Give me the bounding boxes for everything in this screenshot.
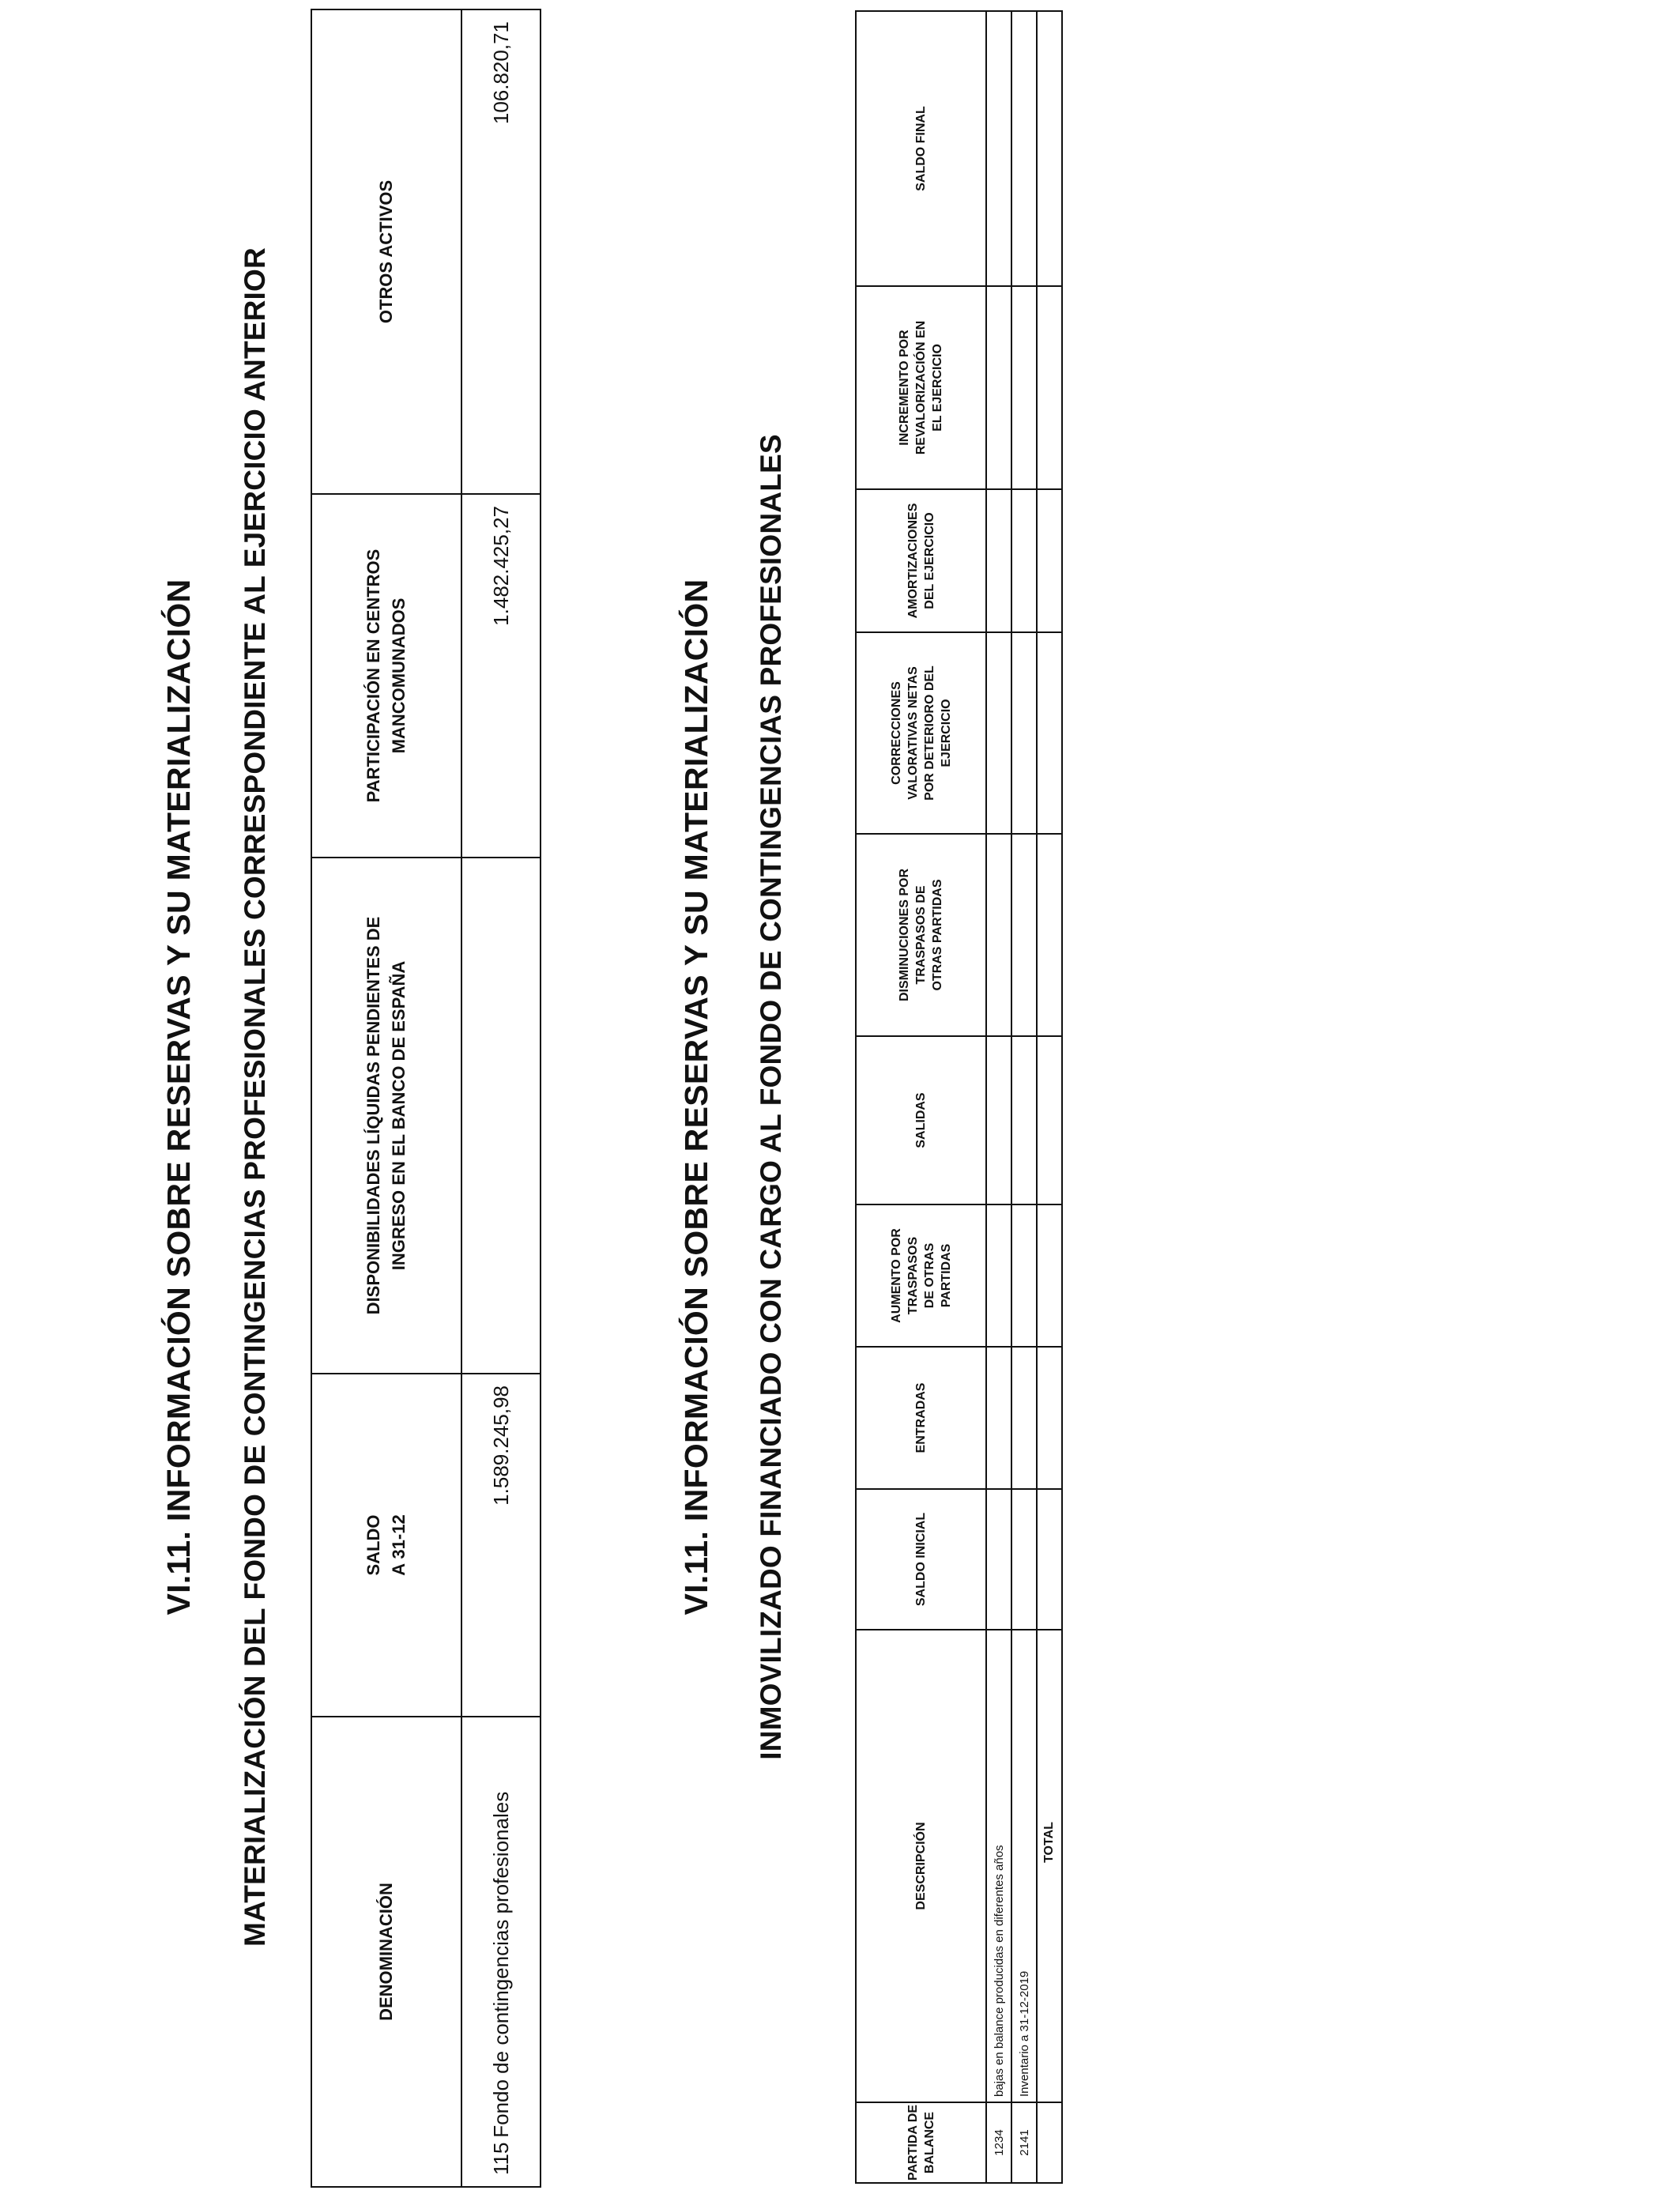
cell-partida: 2141 [1011, 2102, 1037, 2183]
cell-empty [1037, 489, 1062, 632]
cell-empty [986, 1489, 1011, 1630]
cell-partida: 1234 [986, 2102, 1011, 2183]
cell-empty [1037, 1204, 1062, 1347]
cell-denominacion: 115 Fondo de contingencias profesionales [461, 1717, 541, 2187]
header-amortizaciones: AMORTIZACIONES DEL EJERCICIO [856, 489, 986, 632]
header-descripcion: DESCRIPCIÓN [856, 1630, 986, 2102]
cell-otros-activos: 106.820,71 [461, 9, 541, 494]
header-partida: PARTIDA DE BALANCE [856, 2102, 986, 2183]
cell-descripcion: bajas en balance producidas en diferentes años [986, 1630, 1011, 2102]
header-incremento: INCREMENTO POR REVALORIZACIÓN EN EL EJERCICIO [856, 286, 986, 489]
header-saldo: SALDO A 31-12 [311, 1374, 461, 1717]
table-row [1011, 11, 1037, 2183]
header-saldo-inicial: SALDO INICIAL [856, 1489, 986, 1630]
cell-empty [1011, 11, 1037, 286]
cell-empty [986, 11, 1011, 286]
cell-empty [1037, 2102, 1062, 2183]
cell-empty [1011, 286, 1037, 489]
header-aumento: AUMENTO POR TRASPASOS DE OTRAS PARTIDAS [856, 1204, 986, 1347]
header-disminuciones: DISMINUCIONES POR TRASPASOS DE OTRAS PARTIDAS [856, 834, 986, 1036]
cell-empty [1037, 834, 1062, 1036]
cell-empty [1037, 1489, 1062, 1630]
table-row [986, 11, 1011, 2183]
cell-empty [986, 489, 1011, 632]
cell-empty [1011, 489, 1037, 632]
total-row [1037, 11, 1062, 2183]
cell-empty [1011, 1036, 1037, 1204]
table-header-row [311, 9, 461, 2187]
header-disponibilidades: DISPONIBILIDADES LÍQUIDAS PENDIENTES DE INGRESO EN EL BANCO DE ESPAÑA [311, 858, 461, 1374]
cell-empty [986, 1204, 1011, 1347]
header-salidas: SALIDAS [856, 1036, 986, 1204]
table-header-row [856, 11, 986, 2183]
header-denominacion: DENOMINACIÓN [311, 1717, 461, 2187]
cell-empty [1011, 834, 1037, 1036]
cell-empty [1037, 1036, 1062, 1204]
materializacion-table [311, 9, 541, 2188]
cell-saldo: 1.589.245,98 [461, 1374, 541, 1717]
cell-empty [1037, 1347, 1062, 1489]
header-entradas: ENTRADAS [856, 1347, 986, 1489]
cell-participacion: 1.482.425,27 [461, 494, 541, 858]
cell-empty [986, 286, 1011, 489]
cell-empty [986, 1036, 1011, 1204]
cell-disponibilidades [461, 858, 541, 1374]
subtitle-2: INMOVILIZADO FINANCIADO CON CARGO AL FONDO DE CONTINGENCIAS PROFESIONALES [755, 434, 787, 1760]
total-label: TOTAL [1037, 1630, 1062, 2102]
cell-empty [986, 632, 1011, 834]
cell-empty [1037, 11, 1062, 286]
cell-empty [1011, 632, 1037, 834]
cell-empty [1037, 632, 1062, 834]
inmovilizado-table [855, 10, 1063, 2184]
section-title-1: VI.11. INFORMACIÓN SOBRE RESERVAS Y SU MATERIALIZACIÓN [160, 579, 197, 1615]
row-code: 115 [488, 2142, 513, 2175]
header-saldo-final: SALDO FINAL [856, 11, 986, 286]
cell-empty [1011, 1489, 1037, 1630]
cell-empty [1011, 1347, 1037, 1489]
subtitle-1: MATERIALIZACIÓN DEL FONDO DE CONTINGENCIAS PROFESIONALES CORRESPONDIENTE AL EJERCICIO ANTERIOR [239, 247, 271, 1947]
cell-empty [1037, 286, 1062, 489]
cell-descripcion: Inventario a 31-12-2019 [1011, 1630, 1037, 2102]
cell-empty [986, 1347, 1011, 1489]
cell-empty [986, 834, 1011, 1036]
section-title-2: VI.11. INFORMACIÓN SOBRE RESERVAS Y SU MATERIALIZACIÓN [678, 579, 714, 1615]
header-participacion: PARTICIPACIÓN EN CENTROS MANCOMUNADOS [311, 494, 461, 858]
table-row [461, 9, 541, 2187]
header-otros-activos: OTROS ACTIVOS [311, 9, 461, 494]
cell-empty [1011, 1204, 1037, 1347]
header-correcciones: CORRECCIONES VALORATIVAS NETAS POR DETERIORO DEL EJERCICIO [856, 632, 986, 834]
